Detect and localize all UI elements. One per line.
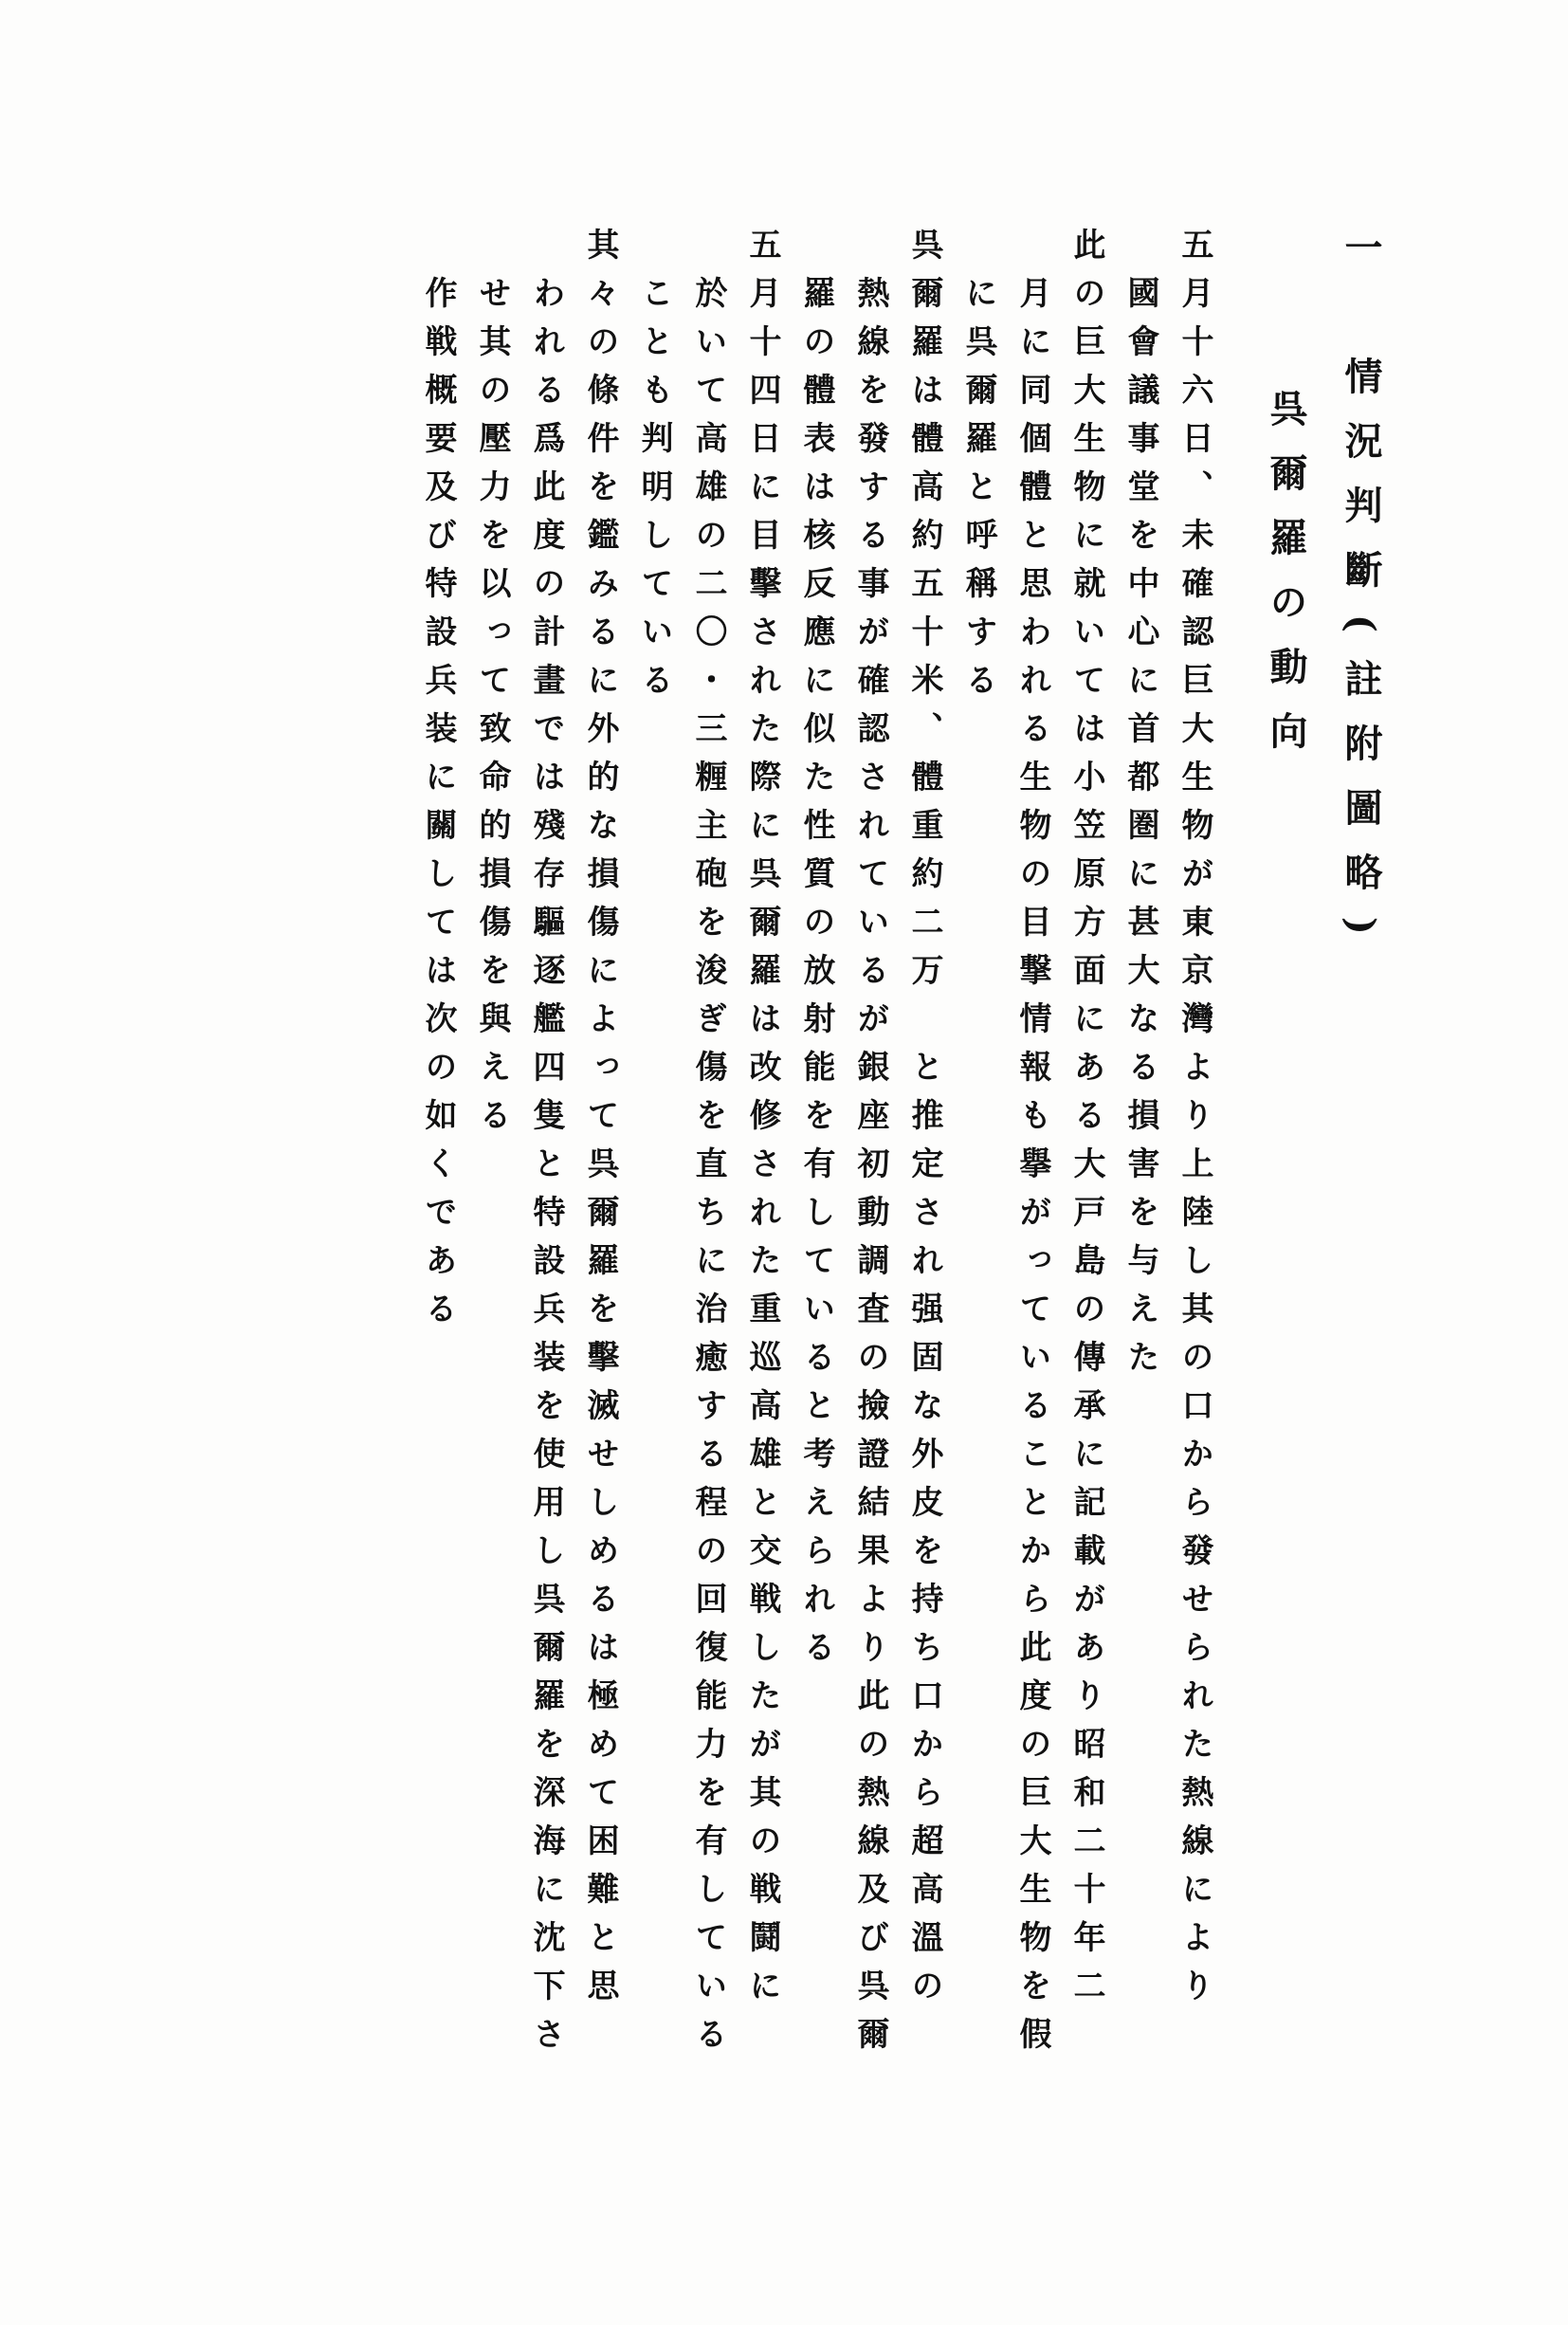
section-heading: 一 情況判斷(註附圖略) bbox=[1339, 228, 1383, 961]
text-line: 呉爾羅は體高約五十米、體重約二万 と推定され强固な外皮を持ち口から超高溫の bbox=[905, 228, 943, 2017]
text-line: 熱線を發する事が確認されているが銀座初動調査の撿證結果より此の熱線及び呉爾 bbox=[851, 276, 889, 2065]
text-line: ことも判明している bbox=[635, 276, 673, 711]
text-line: 此の巨大生物に就いては小笠原方面にある大戸島の傳承に記載があり昭和二十年二 bbox=[1067, 228, 1105, 2017]
text-line: 於いて高雄の二〇・三糎主砲を浚ぎ傷を直ちに治癒する程の回復能力を有している bbox=[689, 276, 727, 2065]
text-line: 五月十四日に目擊された際に呉爾羅は改修された重巡高雄と交戦したが其の戦鬪に bbox=[743, 228, 781, 2017]
text-line: われる爲此度の計畫では殘存驅逐艦四隻と特設兵装を使用し呉爾羅を深海に沈下さ bbox=[527, 276, 565, 2065]
text-line: 國會議事堂を中心に首都圏に甚大なる損害を与えた bbox=[1121, 276, 1159, 1388]
text-line: 其々の條件を鑑みるに外的な損傷によって呉爾羅を擊滅せしめるは極めて困難と思 bbox=[581, 228, 619, 2017]
text-line: 羅の體表は核反應に似た性質の放射能を有していると考えられる bbox=[797, 276, 835, 1678]
text-line: に呉爾羅と呼稱する bbox=[959, 276, 997, 711]
text-line: 月に同個體と思われる生物の目撃情報も擧がっていることから此度の巨大生物を假 bbox=[1013, 276, 1051, 2065]
subheading: 呉爾羅の動向 bbox=[1264, 389, 1308, 776]
text-line: 作戦概要及び特設兵装に關しては次の如くである bbox=[419, 276, 457, 1340]
vertical-text-body bbox=[410, 228, 1388, 2143]
text-line: 五月十六日、未確認巨大生物が東京灣より上陸し其の口から發せられた熱線により bbox=[1176, 228, 1213, 2017]
text-line: せ其の壓力を以って致命的損傷を與える bbox=[473, 276, 511, 1146]
